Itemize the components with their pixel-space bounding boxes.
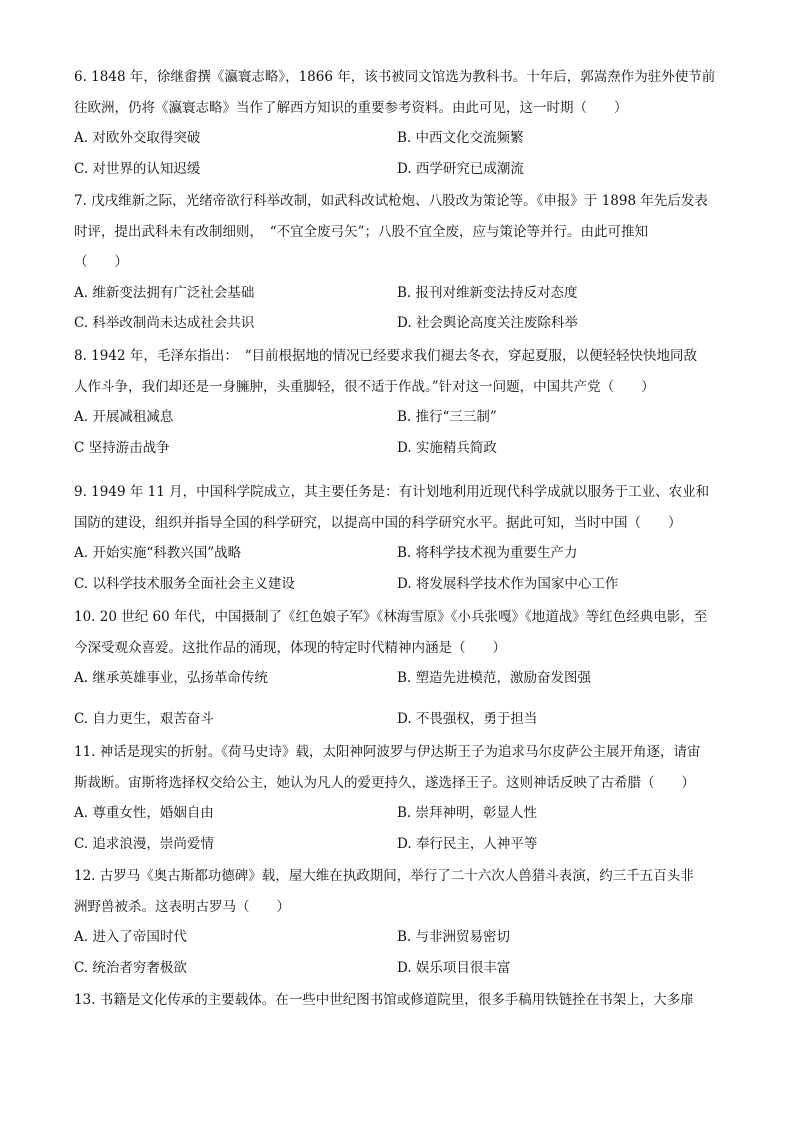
question-stem-line: 人作斗争，我们却还是一身臃肿，头重脚轻，很不适于作战。”针对这一问题，中国共产党（ ） xyxy=(74,378,655,395)
option-a[interactable]: A. 继承英雄事业，弘扬革命传统 xyxy=(74,670,268,686)
question-stem-line: 时评，提出武科未有改制细则， “不宜全废弓矢”；八股不宜全废，应与策论等并行。由此可推知 xyxy=(74,223,649,240)
options-row xyxy=(74,402,724,433)
option-c[interactable]: C. 以科学技术服务全面社会主义建设 xyxy=(74,575,295,592)
option-c[interactable]: C 坚持游击战争 xyxy=(74,439,170,456)
options-row xyxy=(74,278,724,309)
question-stem-line: 12. 古罗马《奥古斯都功德碑》载，屋大维在执政期间，举行了二十六次人兽猎斗表演，约三千五百头非 xyxy=(74,868,694,884)
option-d[interactable]: D. 奉行民主，人神平等 xyxy=(397,835,538,852)
question-stem-line: （ ） xyxy=(74,254,128,270)
option-a[interactable]: A. 开始实施“科教兴国”战略 xyxy=(74,545,242,561)
options-row xyxy=(74,569,724,600)
option-b[interactable]: B. 将科学技术视为重要生产力 xyxy=(397,545,578,561)
question-stem-line: 7. 戊戌维新之际，光绪帝欲行科举改制，如武科改试枪炮、八股改为策论等。《申报》于 1898 年先后发表 xyxy=(74,193,708,209)
option-c[interactable]: C. 对世界的认知迟缓 xyxy=(74,160,201,177)
options-row xyxy=(74,123,724,154)
options-row xyxy=(74,154,724,185)
option-c[interactable]: C. 自力更生，艰苦奋斗 xyxy=(74,710,214,727)
options-row xyxy=(74,798,724,829)
option-b[interactable]: B. 中西文化交流频繁 xyxy=(397,130,524,146)
options-row xyxy=(74,922,724,953)
question-stem-line: 11. 神话是现实的折射。《荷马史诗》载，太阳神阿波罗与伊达斯王子为追求马尔皮萨公主展开角逐，请宙 xyxy=(74,744,701,760)
options-row xyxy=(74,538,724,569)
question-12 xyxy=(74,861,724,983)
question-7 xyxy=(74,186,724,339)
option-d[interactable]: D. 西学研究已成潮流 xyxy=(397,160,524,177)
option-a[interactable]: A. 尊重女性，婚姻自由 xyxy=(74,805,214,821)
question-6 xyxy=(74,62,724,184)
options-row xyxy=(74,433,724,464)
question-stem-line: 斯裁断。宙斯将选择权交给公主，她认为凡人的爱更持久，遂选择王子。这则神话反映了古希腊（ ） xyxy=(74,774,695,791)
question-stem-line: 国防的建设，组织并指导全国的科学研究，以提高中国的科学研究水平。据此可知，当时中国（ ） xyxy=(74,514,682,531)
question-8 xyxy=(74,341,724,463)
question-13 xyxy=(74,985,724,1016)
question-stem-line: 13. 书籍是文化传承的主要载体。在一些中世纪图书馆或修道院里，很多手稿用铁链拴在书架上，大多扉 xyxy=(74,992,694,1008)
question-11 xyxy=(74,737,724,859)
option-d[interactable]: D. 将发展科学技术作为国家中心工作 xyxy=(397,575,619,592)
option-d[interactable]: D. 不畏强权，勇于担当 xyxy=(397,710,538,727)
question-stem-line: 洲野兽被杀。这表明古罗马（ ） xyxy=(74,898,290,915)
option-c[interactable]: C. 追求浪漫，崇尚爱情 xyxy=(74,835,214,852)
question-stem-line: 9. 1949 年 11 月，中国科学院成立，其主要任务是：有计划地利用近现代科学成就以服务于工业、农业和 xyxy=(74,484,710,500)
option-a[interactable]: A. 进入了帝国时代 xyxy=(74,929,187,945)
option-c[interactable]: C. 统治者穷奢极欲 xyxy=(74,959,187,976)
options-row xyxy=(74,953,724,984)
question-stem-line: 6. 1848 年，徐继畬撰《瀛寰志略》，1866 年，该书被同文馆选为教科书。十年后，郭嵩焘作为驻外使节前 xyxy=(74,69,716,85)
option-b[interactable]: B. 报刊对维新变法持反对态度 xyxy=(397,284,578,301)
option-a[interactable]: A. 开展减租减息 xyxy=(74,409,174,425)
option-d[interactable]: D. 娱乐项目很丰富 xyxy=(397,959,511,976)
options-row xyxy=(74,704,724,735)
question-stem-line: 10. 20 世纪 60 年代，中国摄制了《红色娘子军》《林海雪原》《小兵张嘎》《地道战》等红色经典电影，至 xyxy=(74,609,708,625)
option-b[interactable]: B. 推行“三三制” xyxy=(397,409,497,425)
question-stem-line: 往欧洲，仍将《瀛寰志略》当作了解西方知识的重要参考资料。由此可见，这一时期（ ） xyxy=(74,99,628,116)
option-b[interactable]: B. 塑造先进模范，激励奋发图强 xyxy=(397,670,592,686)
option-d[interactable]: D. 社会舆论高度关注废除科举 xyxy=(397,315,578,331)
question-stem-line: 8. 1942 年，毛泽东指出： “目前根据地的情况已经要求我们褪去冬衣，穿起夏服，以便轻轻快快地同敌 xyxy=(74,348,697,364)
question-stem-line: 今深受观众喜爱。这批作品的涌现，体现的特定时代精神内涵是（ ） xyxy=(74,639,506,656)
option-b[interactable]: B. 与非洲贸易密切 xyxy=(397,929,511,945)
question-9 xyxy=(74,477,724,599)
option-d[interactable]: D. 实施精兵简政 xyxy=(397,439,497,456)
option-b[interactable]: B. 崇拜神明，彰显人性 xyxy=(397,805,538,821)
option-a[interactable]: A. 维新变法拥有广泛社会基础 xyxy=(74,284,255,301)
options-row xyxy=(74,663,724,694)
option-c[interactable]: C. 科举改制尚未达成社会共识 xyxy=(74,315,255,331)
question-10 xyxy=(74,602,724,734)
option-a[interactable]: A. 对欧外交取得突破 xyxy=(74,130,201,146)
options-row xyxy=(74,829,724,860)
options-row xyxy=(74,308,724,339)
